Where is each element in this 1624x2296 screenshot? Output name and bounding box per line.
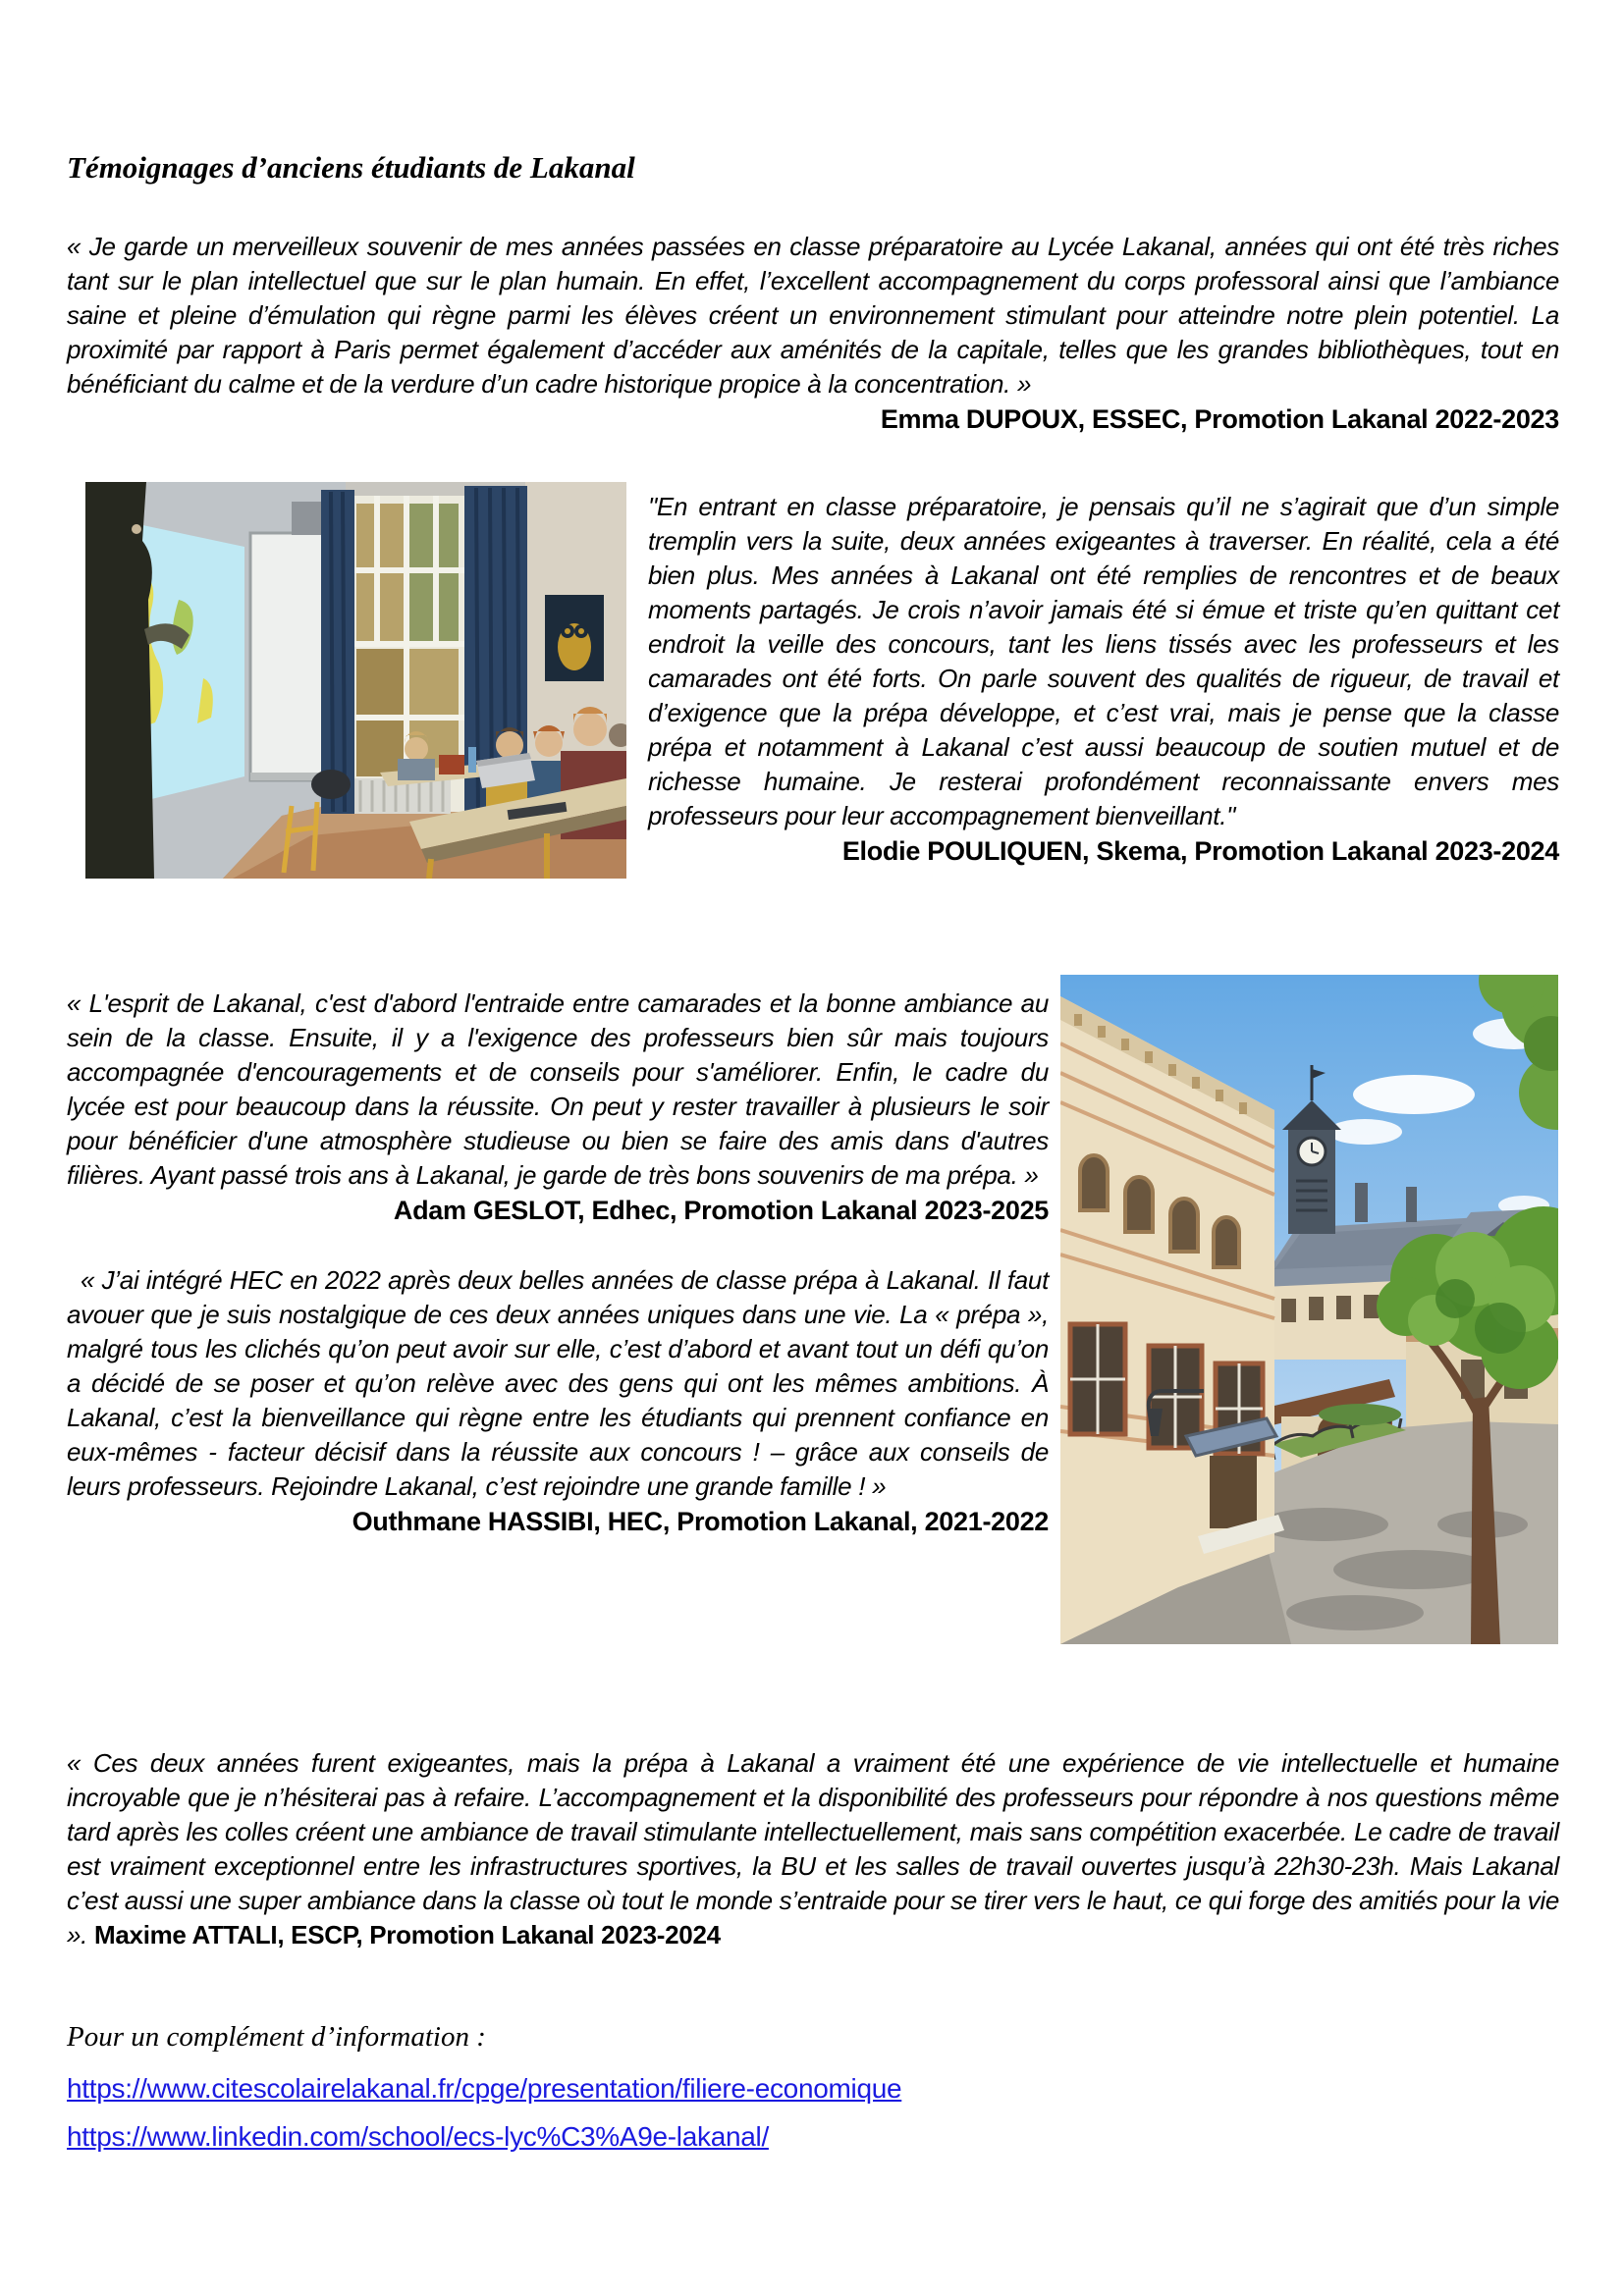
page-title: Témoignages d’anciens étudiants de Lakanal <box>67 150 635 185</box>
testimonial-elodie-text: "En entrant en classe préparatoire, je pensais qu’il ne s’agirait que d’un simple tremplin vers la suite, deux années exigeantes à traverser. En réalité, cela a été bien plus. Mes années à Lakanal ont été remplies de rencontres et de beaux moments partagés. Je crois n’avoir jamais été si émue et triste qu’en quittant cet endroit la veille des concours, tant les liens tissés avec les professeurs et les camarades ont été forts. On parle souvent des qualités de rigueur, de travail et d’exigence que la prépa développe, et c’est vrai, mais je pense que la classe prépa et notamment à Lakanal c’est aussi beaucoup de soutien mutuel et de richesse humaine. Je resterai profondément reconnaissante envers mes professeurs pour leur accompagnement bienveillant." <box>648 492 1559 830</box>
courtyard-photo <box>1060 975 1558 1644</box>
testimonial-adam-attribution: Adam GESLOT, Edhec, Promotion Lakanal 2023-2025 <box>393 1196 1049 1225</box>
testimonial-elodie-block <box>648 482 1559 869</box>
testimonial-elodie-attribution: Elodie POULIQUEN, Skema, Promotion Lakanal 2023-2024 <box>841 836 1559 866</box>
link-citescolairelakanal[interactable]: https://www.citescolairelakanal.fr/cpge/presentation/filiere-economique <box>67 2073 902 2104</box>
footer-intro: Pour un complément d’information : <box>67 2021 486 2053</box>
testimonial-outhmane-attribution: Outhmane HASSIBI, HEC, Promotion Lakanal, 2021-2022 <box>352 1507 1049 1536</box>
classroom-photo <box>85 482 626 879</box>
testimonial-maxime-text <box>67 1746 1559 1952</box>
footer-links <box>67 2064 1559 2161</box>
testimonials-adam-outhmane-block <box>67 975 1049 1539</box>
testimonial-emma-attribution: Emma DUPOUX, ESSEC, Promotion Lakanal 2022-2023 <box>880 404 1559 434</box>
testimonial-emma-text: « Je garde un merveilleux souvenir de mes années passées en classe préparatoire au Lycée Lakanal, années qui ont été très riches tant sur le plan intellectuel que sur le plan humain. En effet, l’excellent accompagnement du corps professoral ainsi que l’ambiance saine et pleine d’émulation qui règne parmi les élèves créent un environnement stimulant pour atteindre notre plein potentiel. La proximité par rapport à Paris permet également d’accéder aux aménités de la capitale, telles que les grandes bibliothèques, tout en bénéficiant du calme et de la verdure d’un cadre historique propice à la concentration. » <box>67 232 1559 399</box>
classroom-section <box>67 482 1559 879</box>
testimonial-outhmane-text: « J’ai intégré HEC en 2022 après deux belles années de classe prépa à Lakanal. Il faut avouer que je suis nostalgique de ces deux années uniques dans une vie. La « prépa », malgré tous les clichés qu’on peut avoir sur elle, c’est d’abord et avant tout un défi qu’on a décidé de se poser et qu’on relève avec des gens qui ont les mêmes ambitions. À Lakanal, c’est la bienveillance qui règne entre les étudiants qui prennent confiance en eux-mêmes - facteur décisif dans la réussite aux concours ! – grâce aux conseils de leurs professeurs. Rejoindre Lakanal, c’est rejoindre une grande famille ! » <box>67 1265 1049 1501</box>
testimonial-adam-text: « L'esprit de Lakanal, c'est d'abord l'entraide entre camarades et la bonne ambiance au sein de la classe. Ensuite, il y a l'exigence des professeurs bien sûr mais toujours accompagnée d'encouragements et de conseils pour s'améliorer. Enfin, le cadre du lycée est pour beaucoup dans la réussite. On peut y rester travailler à plusieurs le soir pour bénéficier d'une atmosphère studieuse ou bien se faire des amis dans d'autres filières. Ayant passé trois ans à Lakanal, je garde de très bons souvenirs de ma prépa. » <box>67 988 1049 1190</box>
testimonial-maxime-quote: « Ces deux années furent exigeantes, mais la prépa à Lakanal a vraiment été une expérience de vie intellectuelle et humaine incroyable que je n’hésiterai pas à refaire. L’accompagnement et la disponibilité des professeurs pour répondre à nos questions même tard après les colles créent une ambiance de travail stimulante intellectuellement, mais sans compétition exacerbée. Le cadre de travail est vraiment exceptionnel entre les infrastructures sportives, la BU et les salles de travail ouvertes jusqu’à 22h30-23h. Mais Lakanal c’est aussi une super ambiance dans la classe où tout le monde s’entraide pour se tirer vers le haut, ce qui forge des amitiés pour la vie ». <box>67 1748 1559 1949</box>
courtyard-section <box>67 975 1559 1644</box>
link-linkedin[interactable]: https://www.linkedin.com/school/ecs-lyc%C3%A9e-lakanal/ <box>67 2121 769 2152</box>
testimonial-maxime-attribution: Maxime ATTALI, ESCP, Promotion Lakanal 2023-2024 <box>94 1920 721 1949</box>
